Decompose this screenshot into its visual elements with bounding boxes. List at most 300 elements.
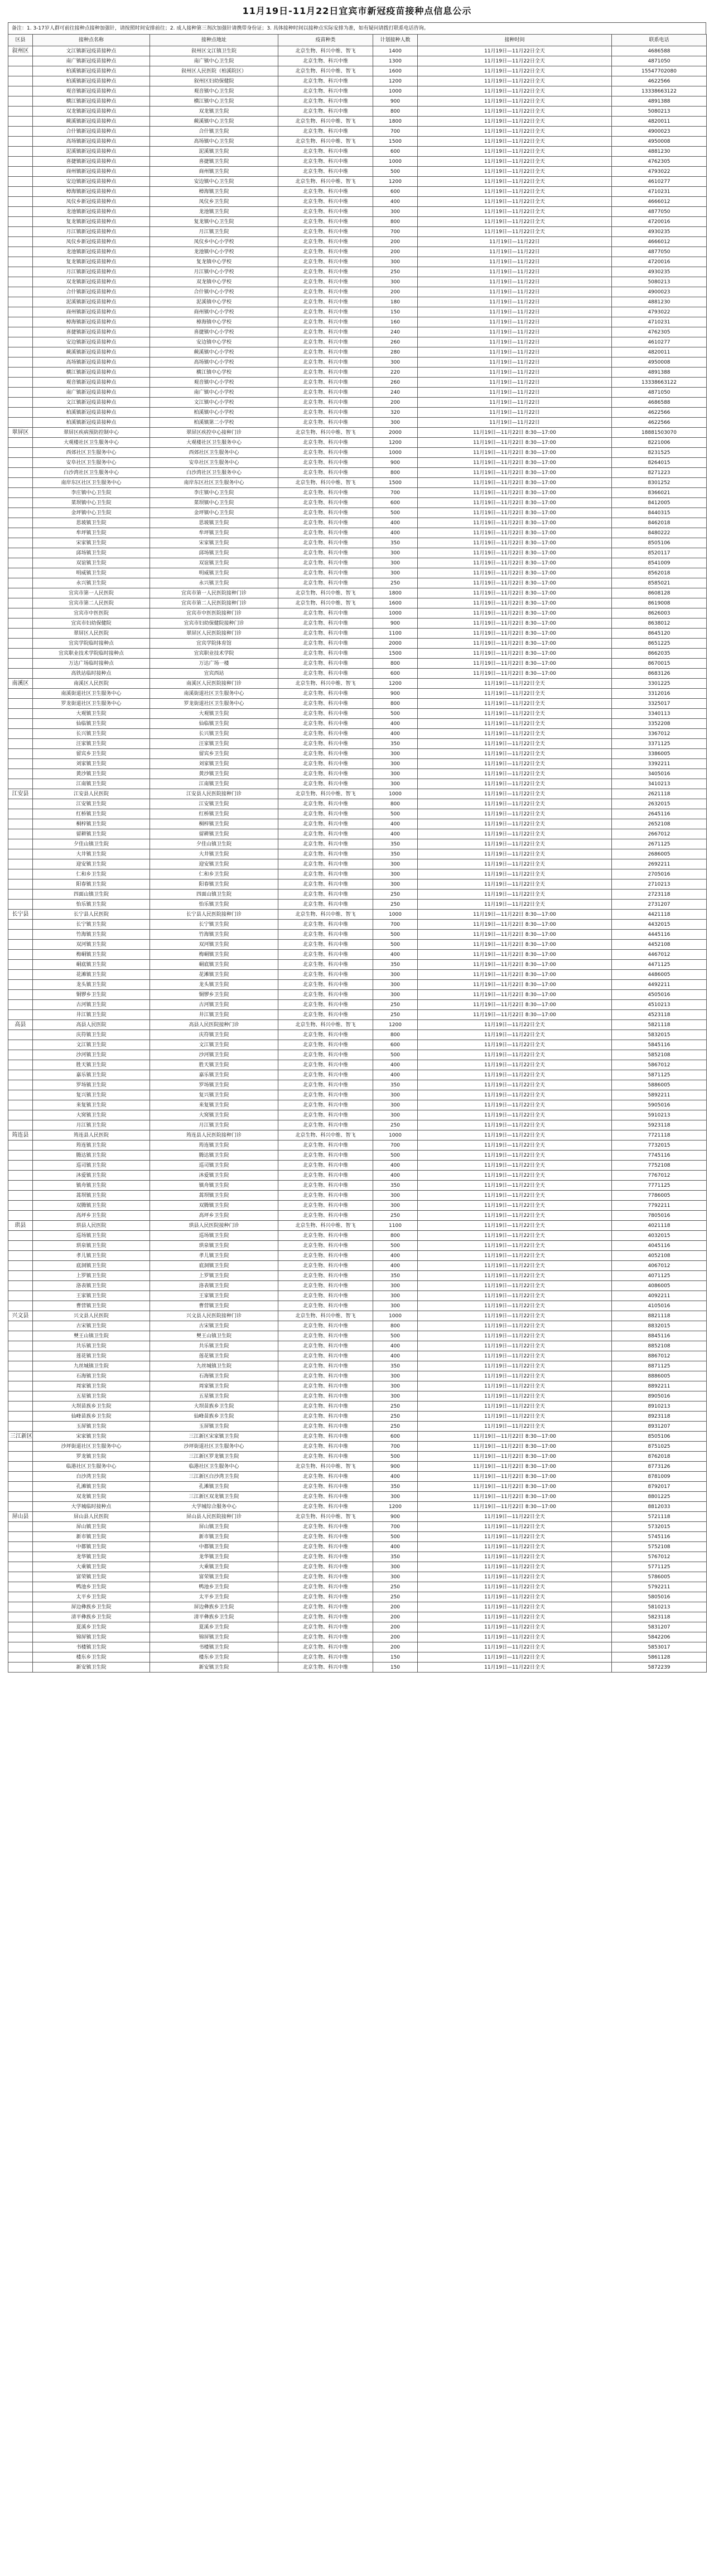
row-time: 11月19日—11月22日: [418, 418, 612, 428]
row-vaccine-type: 北京生物、科兴中维: [278, 699, 373, 709]
row-site-name: 西郊社区卫生服务中心: [33, 448, 150, 458]
row-site-name: 珙县人民医院: [33, 1221, 150, 1231]
row-district: [8, 669, 33, 679]
row-phone: 8762018: [612, 1452, 707, 1462]
row-phone: 5853017: [612, 1642, 707, 1652]
row-vaccine-type: 北京生物、科兴中维: [278, 659, 373, 669]
row-planned-count: 400: [373, 1060, 418, 1070]
row-time: 11月19日—11月22日 8:30—17:00: [418, 1432, 612, 1442]
row-phone: 5771125: [612, 1562, 707, 1572]
row-district: [8, 749, 33, 759]
row-time: 11月19日—11月22日 8:30—17:00: [418, 498, 612, 508]
row-time: 11月19日—11月22日 8:30—17:00: [418, 438, 612, 448]
table-row: [8, 66, 707, 76]
row-district: [8, 558, 33, 568]
row-vaccine-type: 北京生物、科兴中维: [278, 1211, 373, 1221]
row-planned-count: 500: [373, 1151, 418, 1161]
table-row: [8, 960, 707, 970]
row-phone: 4467012: [612, 950, 707, 960]
row-planned-count: 500: [373, 1532, 418, 1542]
row-phone: 7771125: [612, 1181, 707, 1191]
row-address: 思坡镇卫生院: [150, 518, 278, 528]
row-vaccine-type: 北京生物、科兴中维: [278, 378, 373, 388]
row-phone: 5867012: [612, 1060, 707, 1070]
row-vaccine-type: 北京生物、科兴中维、智飞: [278, 1512, 373, 1522]
table-row: [8, 1582, 707, 1592]
table-row: [8, 769, 707, 779]
row-vaccine-type: 北京生物、科兴中维: [278, 1622, 373, 1632]
row-phone: 4610277: [612, 337, 707, 347]
row-planned-count: 500: [373, 1050, 418, 1060]
row-district: [8, 940, 33, 950]
row-phone: 4445116: [612, 930, 707, 940]
row-planned-count: 300: [373, 869, 418, 879]
row-address: 屏山县人民医院接种门诊: [150, 1512, 278, 1522]
table-row: [8, 839, 707, 849]
row-planned-count: 350: [373, 1181, 418, 1191]
row-planned-count: 1000: [373, 157, 418, 167]
row-time: 11月19日—11月22日全天: [418, 96, 612, 107]
row-phone: 8264015: [612, 458, 707, 468]
table-body: [8, 46, 707, 1673]
row-phone: 8462018: [612, 518, 707, 528]
table-row: [8, 1020, 707, 1030]
row-vaccine-type: 北京生物、科兴中维: [278, 739, 373, 749]
row-planned-count: 300: [373, 568, 418, 578]
row-site-name: 大窝镇卫生院: [33, 1110, 150, 1120]
row-district: [8, 86, 33, 96]
row-vaccine-type: 北京生物、科兴中维: [278, 157, 373, 167]
header-site: 接种点名称: [33, 35, 150, 46]
row-planned-count: 1000: [373, 448, 418, 458]
row-phone: 8781009: [612, 1472, 707, 1482]
row-phone: 4762305: [612, 327, 707, 337]
row-time: 11月19日—11月22日 8:30—17:00: [418, 598, 612, 608]
row-vaccine-type: 北京生物、科兴中维、智飞: [278, 1130, 373, 1140]
row-vaccine-type: 北京生物、科兴中维: [278, 448, 373, 458]
row-district: [8, 1010, 33, 1020]
row-time: 11月19日—11月22日 8:30—17:00: [418, 910, 612, 920]
row-time: 11月19日—11月22日全天: [418, 1351, 612, 1361]
row-time: 11月19日—11月22日全天: [418, 127, 612, 137]
row-vaccine-type: 北京生物、科兴中维: [278, 1452, 373, 1462]
row-vaccine-type: 北京生物、科兴中维: [278, 96, 373, 107]
row-planned-count: 600: [373, 187, 418, 197]
row-site-name: 凤仪乡新冠疫苗接种点: [33, 237, 150, 247]
row-vaccine-type: 北京生物、科兴中维: [278, 1432, 373, 1442]
table-row: [8, 398, 707, 408]
row-time: 11月19日—11月22日: [418, 368, 612, 378]
row-time: 11月19日—11月22日 8:30—17:00: [418, 618, 612, 629]
vaccination-sites-table: [8, 34, 706, 1673]
row-site-name: 留耕镇卫生院: [33, 829, 150, 839]
row-vaccine-type: 北京生物、科兴中维: [278, 317, 373, 327]
row-site-name: 合什镇新冠疫苗接种点: [33, 127, 150, 137]
row-site-name: 王家镇卫生院: [33, 1291, 150, 1301]
row-site-name: 来复镇卫生院: [33, 1100, 150, 1110]
row-phone: 5745116: [612, 1532, 707, 1542]
row-district: [8, 498, 33, 508]
row-time: 11月19日—11月22日全天: [418, 1602, 612, 1612]
row-planned-count: 400: [373, 1261, 418, 1271]
row-time: 11月19日—11月22日: [418, 257, 612, 267]
row-vaccine-type: 北京生物、科兴中维: [278, 649, 373, 659]
row-time: 11月19日—11月22日 8:30—17:00: [418, 1502, 612, 1512]
row-district: 高县: [8, 1020, 33, 1030]
table-row: [8, 1572, 707, 1582]
row-site-name: 蕨溪镇新冠疫苗接种点: [33, 117, 150, 127]
row-site-name: 万达广场临时接种点: [33, 659, 150, 669]
row-planned-count: 250: [373, 900, 418, 910]
row-site-name: 曹营镇卫生院: [33, 1301, 150, 1311]
row-planned-count: 250: [373, 1401, 418, 1412]
row-planned-count: 250: [373, 267, 418, 277]
row-site-name: 黄沙镇卫生院: [33, 769, 150, 779]
row-site-name: 柏溪镇新冠疫苗接种点: [33, 408, 150, 418]
table-row: [8, 1231, 707, 1241]
row-planned-count: 1500: [373, 137, 418, 147]
row-district: [8, 468, 33, 478]
row-vaccine-type: 北京生物、科兴中维: [278, 1532, 373, 1542]
row-planned-count: 250: [373, 578, 418, 588]
row-vaccine-type: 北京生物、科兴中维: [278, 1482, 373, 1492]
table-row: [8, 709, 707, 719]
table-row: [8, 1321, 707, 1331]
row-planned-count: 800: [373, 699, 418, 709]
row-site-name: 洛表镇卫生院: [33, 1281, 150, 1291]
row-planned-count: 300: [373, 1110, 418, 1120]
row-time: 11月19日—11月22日 8:30—17:00: [418, 649, 612, 659]
row-address: 泥溪镇卫生院: [150, 147, 278, 157]
row-site-name: 复龙镇新冠疫苗接种点: [33, 217, 150, 227]
row-time: 11月19日—11月22日: [418, 287, 612, 297]
row-time: 11月19日—11月22日全天: [418, 1301, 612, 1311]
row-planned-count: 900: [373, 689, 418, 699]
row-site-name: 双腾镇卫生院: [33, 1201, 150, 1211]
row-site-name: 复龙镇新冠疫苗接种点: [33, 257, 150, 267]
table-row: [8, 177, 707, 187]
row-phone: 4871050: [612, 56, 707, 66]
row-site-name: 清平彝族乡卫生院: [33, 1612, 150, 1622]
row-planned-count: 400: [373, 1161, 418, 1171]
row-district: [8, 1161, 33, 1171]
row-time: 11月19日—11月22日 8:30—17:00: [418, 588, 612, 598]
row-address: 南岸东区社区卫生服务中心: [150, 478, 278, 488]
row-district: [8, 257, 33, 267]
row-site-name: 珙泉镇卫生院: [33, 1241, 150, 1251]
row-phone: 8440315: [612, 508, 707, 518]
row-address: 凤仪乡卫生院: [150, 197, 278, 207]
row-address: 仁和乡卫生院: [150, 869, 278, 879]
row-district: [8, 1582, 33, 1592]
row-address: 三江新区罗龙镇卫生院: [150, 1452, 278, 1462]
row-address: 双河镇卫生院: [150, 940, 278, 950]
row-phone: 8845116: [612, 1331, 707, 1341]
table-row: [8, 809, 707, 819]
row-district: [8, 217, 33, 227]
table-row: [8, 1181, 707, 1191]
row-planned-count: 1800: [373, 117, 418, 127]
row-time: 11月19日—11月22日全天: [418, 900, 612, 910]
row-planned-count: 900: [373, 1462, 418, 1472]
row-phone: 4720016: [612, 217, 707, 227]
row-phone: 8651225: [612, 639, 707, 649]
table-row: [8, 1110, 707, 1120]
row-district: 三江新区: [8, 1432, 33, 1442]
row-site-name: 明威镇卫生院: [33, 568, 150, 578]
row-phone: 5861128: [612, 1652, 707, 1662]
row-phone: 4067012: [612, 1261, 707, 1271]
row-site-name: 迎安镇卫生院: [33, 859, 150, 869]
row-phone: 4105016: [612, 1301, 707, 1311]
table-row: [8, 1010, 707, 1020]
row-phone: 4793022: [612, 307, 707, 317]
row-address: 横江镇中心学校: [150, 368, 278, 378]
row-site-name: 龙池镇新冠疫苗接种点: [33, 207, 150, 217]
row-time: 11月19日—11月22日: [418, 297, 612, 307]
table-row: [8, 950, 707, 960]
row-planned-count: 250: [373, 890, 418, 900]
row-address: 永兴镇卫生院: [150, 578, 278, 588]
table-row: [8, 257, 707, 267]
row-address: 珙泉镇卫生院: [150, 1241, 278, 1251]
row-site-name: 梅硐镇卫生院: [33, 950, 150, 960]
row-address: 新安镇卫生院: [150, 1662, 278, 1673]
table-row: [8, 1422, 707, 1432]
table-row: [8, 689, 707, 699]
row-district: [8, 1171, 33, 1181]
row-time: 11月19日—11月22日全天: [418, 759, 612, 769]
row-phone: 5810213: [612, 1602, 707, 1612]
row-time: 11月19日—11月22日 8:30—17:00: [418, 659, 612, 669]
table-row: [8, 458, 707, 468]
row-site-name: 富荣镇卫生院: [33, 1572, 150, 1582]
row-phone: 2652108: [612, 819, 707, 829]
row-planned-count: 600: [373, 1040, 418, 1050]
table-row: [8, 1361, 707, 1371]
row-address: 合什镇卫生院: [150, 127, 278, 137]
row-district: [8, 769, 33, 779]
row-time: 11月19日—11月22日全天: [418, 86, 612, 96]
table-row: [8, 548, 707, 558]
table-row: [8, 568, 707, 578]
row-phone: 4877050: [612, 207, 707, 217]
row-district: [8, 277, 33, 287]
row-vaccine-type: 北京生物、科兴中维: [278, 558, 373, 568]
row-planned-count: 1000: [373, 1311, 418, 1321]
row-planned-count: 200: [373, 247, 418, 257]
row-planned-count: 200: [373, 398, 418, 408]
table-row: [8, 56, 707, 66]
row-address: 万达广场一楼: [150, 659, 278, 669]
row-vaccine-type: 北京生物、科兴中维: [278, 759, 373, 769]
row-planned-count: 200: [373, 1622, 418, 1632]
row-phone: 8541009: [612, 558, 707, 568]
row-vaccine-type: 北京生物、科兴中维: [278, 347, 373, 357]
row-address: 锦屏镇卫生院: [150, 1632, 278, 1642]
row-address: 邱场镇卫生院: [150, 548, 278, 558]
row-site-name: 高场镇新冠疫苗接种点: [33, 357, 150, 368]
row-district: [8, 1642, 33, 1652]
row-district: [8, 1472, 33, 1482]
table-row: [8, 197, 707, 207]
row-site-name: 樟海镇新冠疫苗接种点: [33, 187, 150, 197]
row-district: [8, 1612, 33, 1622]
row-planned-count: 500: [373, 1452, 418, 1462]
row-time: 11月19日—11月22日 8:30—17:00: [418, 1010, 612, 1020]
table-row: [8, 378, 707, 388]
row-district: [8, 157, 33, 167]
row-time: 11月19日—11月22日 8:30—17:00: [418, 980, 612, 990]
row-vaccine-type: 北京生物、科兴中维: [278, 56, 373, 66]
row-site-name: 罗龙街道社区卫生服务中心: [33, 699, 150, 709]
row-phone: 13338663122: [612, 86, 707, 96]
table-row: [8, 157, 707, 167]
row-address: 月江镇中心小学校: [150, 267, 278, 277]
row-planned-count: 300: [373, 769, 418, 779]
row-address: 沙坪街道社区卫生服务中心: [150, 1442, 278, 1452]
row-district: [8, 1231, 33, 1241]
row-district: [8, 900, 33, 910]
row-planned-count: 500: [373, 1241, 418, 1251]
table-row: [8, 96, 707, 107]
row-time: 11月19日—11月22日全天: [418, 217, 612, 227]
row-time: 11月19日—11月22日全天: [418, 187, 612, 197]
row-phone: 7732015: [612, 1140, 707, 1151]
row-address: 上罗镇卫生院: [150, 1271, 278, 1281]
row-vaccine-type: 北京生物、科兴中维: [278, 1120, 373, 1130]
row-address: 蒿坝镇卫生院: [150, 1191, 278, 1201]
row-phone: 4881230: [612, 147, 707, 157]
row-address: 文江镇卫生院: [150, 1040, 278, 1050]
row-site-name: 古宋镇卫生院: [33, 1321, 150, 1331]
row-vaccine-type: 北京生物、科兴中维、智飞: [278, 177, 373, 187]
row-district: [8, 1482, 33, 1492]
row-address: 高场镇中心卫生院: [150, 137, 278, 147]
row-site-name: 复兴镇卫生院: [33, 1090, 150, 1100]
row-phone: 4610277: [612, 177, 707, 187]
row-time: 11月19日—11月22日 8:30—17:00: [418, 920, 612, 930]
page-title: 11月19日-11月22日宜宾市新冠疫苗接种点信息公示: [242, 6, 472, 16]
row-planned-count: 800: [373, 1231, 418, 1241]
row-vaccine-type: 北京生物、科兴中维: [278, 1251, 373, 1261]
table-row: [8, 1341, 707, 1351]
row-phone: 4452108: [612, 940, 707, 950]
row-planned-count: 500: [373, 809, 418, 819]
row-vaccine-type: 北京生物、科兴中维: [278, 458, 373, 468]
row-vaccine-type: 北京生物、科兴中维: [278, 900, 373, 910]
row-site-name: 汪家镇卫生院: [33, 739, 150, 749]
table-row: [8, 1622, 707, 1632]
row-site-name: 泥溪镇新冠疫苗接种点: [33, 147, 150, 157]
row-planned-count: 300: [373, 1301, 418, 1311]
row-phone: 5905016: [612, 1100, 707, 1110]
row-vaccine-type: 北京生物、科兴中维: [278, 890, 373, 900]
row-vaccine-type: 北京生物、科兴中维: [278, 1231, 373, 1241]
row-phone: 4871050: [612, 388, 707, 398]
row-phone: 4622566: [612, 408, 707, 418]
row-address: 大井镇卫生院: [150, 849, 278, 859]
row-site-name: 宜宾市中医医院: [33, 608, 150, 618]
table-row: [8, 990, 707, 1000]
row-address: 中都镇卫生院: [150, 1542, 278, 1552]
row-district: [8, 1622, 33, 1632]
row-district: [8, 1662, 33, 1673]
row-district: [8, 147, 33, 157]
row-time: 11月19日—11月22日全天: [418, 1632, 612, 1642]
row-address: 叙州区妇幼保健院: [150, 76, 278, 86]
row-phone: 4092211: [612, 1291, 707, 1301]
row-phone: 5831207: [612, 1622, 707, 1632]
row-district: [8, 1572, 33, 1582]
table-row: [8, 1462, 707, 1472]
row-site-name: 高铁站临时接种点: [33, 669, 150, 679]
row-time: 11月19日—11月22日 8:30—17:00: [418, 940, 612, 950]
row-planned-count: 800: [373, 1030, 418, 1040]
row-planned-count: 300: [373, 1381, 418, 1391]
row-vaccine-type: 北京生物、科兴中维: [278, 980, 373, 990]
row-district: [8, 438, 33, 448]
row-address: 胜天镇卫生院: [150, 1060, 278, 1070]
row-district: 兴文县: [8, 1311, 33, 1321]
row-phone: 5792211: [612, 1582, 707, 1592]
row-vaccine-type: 北京生物、科兴中维: [278, 488, 373, 498]
table-row: [8, 1331, 707, 1341]
row-vaccine-type: 北京生物、科兴中维: [278, 769, 373, 779]
row-district: [8, 689, 33, 699]
row-time: 11月19日—11月22日全天: [418, 699, 612, 709]
row-address: 巡司镇卫生院: [150, 1161, 278, 1171]
row-time: 11月19日—11月22日: [418, 347, 612, 357]
table-row: [8, 388, 707, 398]
row-phone: 3301225: [612, 679, 707, 689]
row-time: 11月19日—11月22日全天: [418, 1412, 612, 1422]
row-vaccine-type: 北京生物、科兴中维: [278, 1151, 373, 1161]
row-time: 11月19日—11月22日全天: [418, 157, 612, 167]
row-district: [8, 117, 33, 127]
row-planned-count: 300: [373, 879, 418, 890]
row-time: 11月19日—11月22日全天: [418, 177, 612, 187]
row-phone: 2667012: [612, 829, 707, 839]
row-address: 文江镇中心小学校: [150, 398, 278, 408]
row-time: 11月19日—11月22日全天: [418, 1040, 612, 1050]
row-time: 11月19日—11月22日全天: [418, 207, 612, 217]
row-planned-count: 400: [373, 1341, 418, 1351]
row-phone: 8832015: [612, 1321, 707, 1331]
row-planned-count: 400: [373, 1171, 418, 1181]
row-vaccine-type: 北京生物、科兴中维: [278, 1381, 373, 1391]
row-district: [8, 839, 33, 849]
row-phone: 8867012: [612, 1351, 707, 1361]
row-district: [8, 1251, 33, 1261]
table-row: [8, 1452, 707, 1462]
row-address: 竹海镇卫生院: [150, 930, 278, 940]
row-phone: 5752108: [612, 1542, 707, 1552]
row-planned-count: 300: [373, 1191, 418, 1201]
row-vaccine-type: 北京生物、科兴中维: [278, 839, 373, 849]
row-phone: 4045116: [612, 1241, 707, 1251]
row-vaccine-type: 北京生物、科兴中维: [278, 76, 373, 86]
row-phone: 4686588: [612, 398, 707, 408]
row-district: [8, 1281, 33, 1291]
row-planned-count: 400: [373, 518, 418, 528]
row-district: [8, 1030, 33, 1040]
row-phone: 2731207: [612, 900, 707, 910]
table-row: [8, 508, 707, 518]
row-planned-count: 250: [373, 1120, 418, 1130]
table-row: [8, 1432, 707, 1442]
row-site-name: 安边镇新冠疫苗接种点: [33, 177, 150, 187]
